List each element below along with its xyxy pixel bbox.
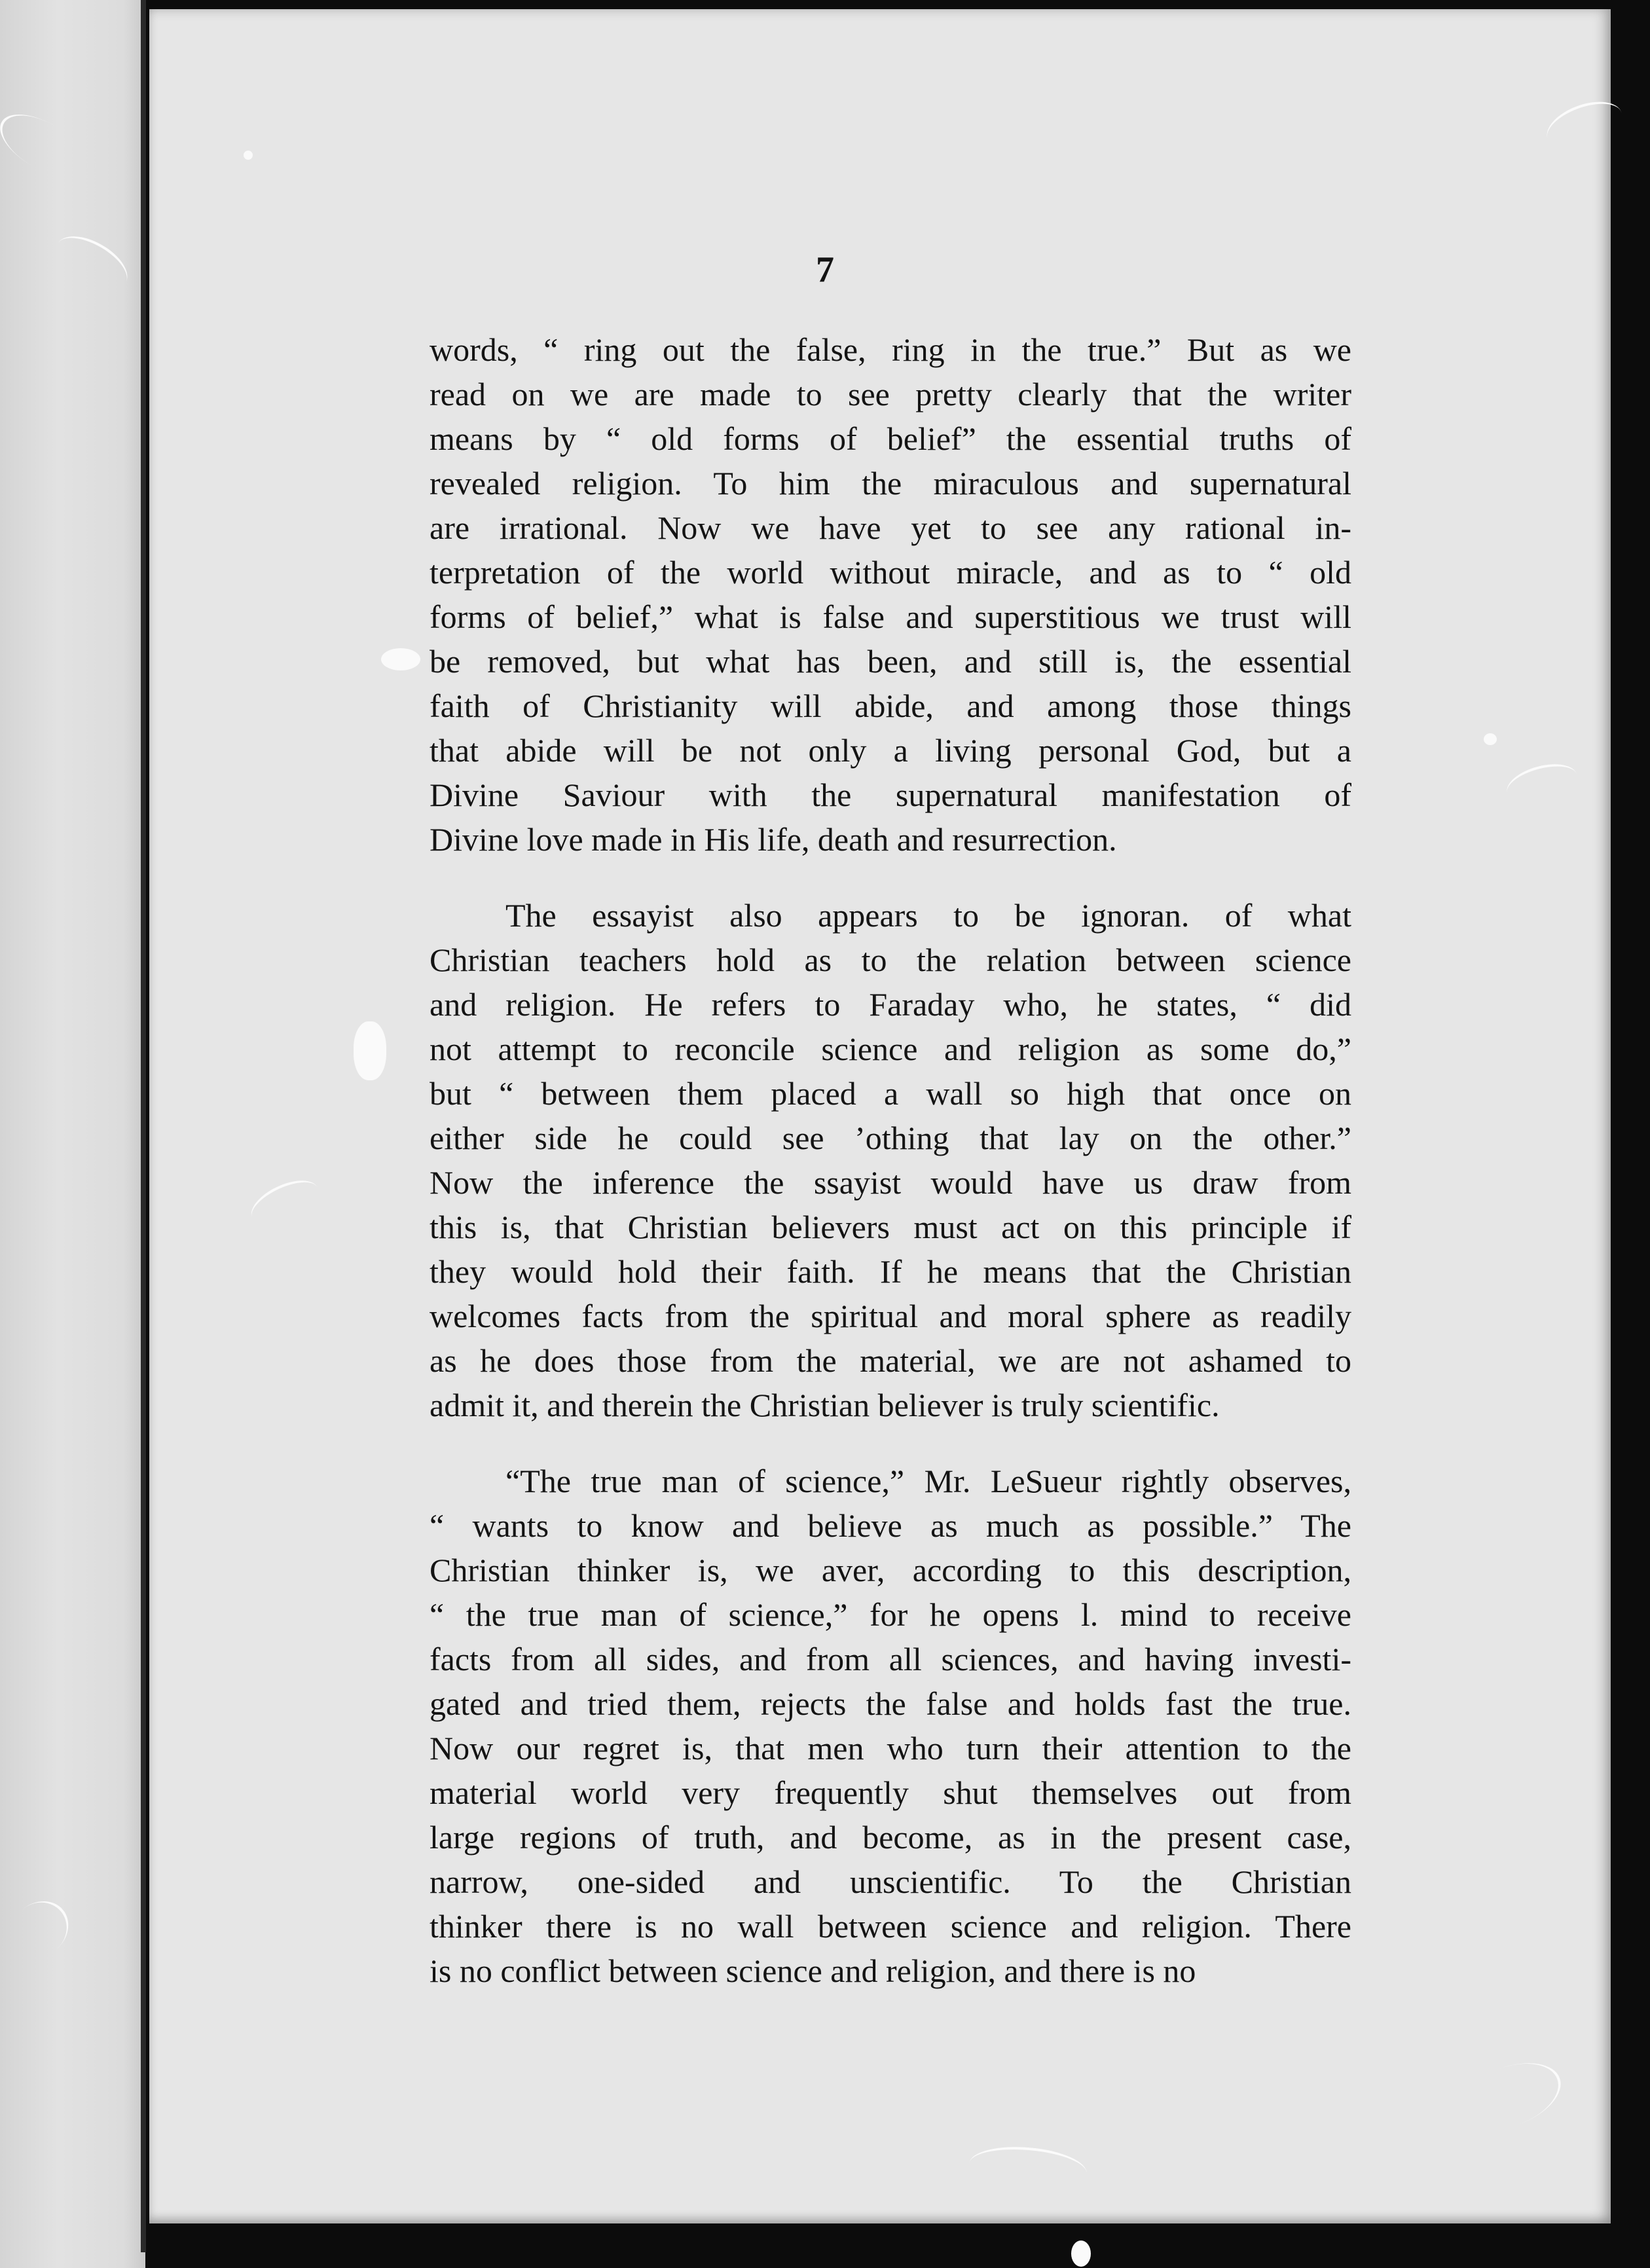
text-line: and religion. He refers to Faraday who, he states, “ did	[430, 986, 1351, 1023]
text-line: words, “ ring out the false, ring in the true.” But as we	[430, 331, 1351, 368]
paragraph	[430, 327, 1351, 862]
text-line: means by “ old forms of belief” the essential truths of	[430, 420, 1351, 457]
text-line: are irrational. Now we have yet to see any rational in-	[430, 509, 1351, 546]
body-text	[430, 327, 1351, 1993]
page-number: 7	[816, 249, 834, 290]
text-line: narrow, one-sided and unscientific. To the Christian	[430, 1863, 1351, 1900]
paragraph	[430, 893, 1351, 1427]
dust-speck	[381, 648, 420, 670]
text-line: but “ between them placed a wall so high that once on	[430, 1075, 1351, 1112]
text-line: that abide will be not only a living personal God, but a	[430, 732, 1351, 769]
text-line: be removed, but what has been, and still is, the essential	[430, 643, 1351, 680]
paragraph	[430, 1459, 1351, 1993]
text-line: Divine Saviour with the supernatural manifestation of	[430, 777, 1351, 813]
text-line: facts from all sides, and from all sciences, and having investi-	[430, 1641, 1351, 1677]
text-line: The essayist also appears to be ignoran. of what	[505, 897, 1351, 934]
text-line: faith of Christianity will abide, and among those things	[430, 687, 1351, 724]
text-line: Divine love made in His life, death and resurrection.	[430, 821, 1117, 858]
dust-speck	[1484, 733, 1497, 745]
text-line: “ the true man of science,” for he opens l. mind to receive	[430, 1596, 1351, 1633]
text-line: this is, that Christian believers must act on this principle if	[430, 1209, 1351, 1245]
text-line: Christian thinker is, we aver, according to this description,	[430, 1552, 1351, 1588]
text-line: either side he could see ’othing that lay on the other.”	[430, 1120, 1351, 1156]
text-line: they would hold their faith. If he means that the Christian	[430, 1253, 1351, 1290]
text-line: “The true man of science,” Mr. LeSueur rightly observes,	[505, 1463, 1351, 1499]
dust-speck	[244, 151, 253, 160]
text-line: revealed religion. To him the miraculous and supernatural	[430, 465, 1351, 502]
text-line: Now our regret is, that men who turn their attention to the	[430, 1730, 1351, 1766]
dust-speck	[1071, 2241, 1091, 2267]
dust-speck	[354, 1021, 386, 1080]
text-line: forms of belief,” what is false and superstitious we trust will	[430, 598, 1351, 635]
text-line: as he does those from the material, we are not ashamed to	[430, 1342, 1351, 1379]
text-line: not attempt to reconcile science and religion as some do,”	[430, 1031, 1351, 1067]
text-line: material world very frequently shut themselves out from	[430, 1774, 1351, 1811]
binding-fold-line	[141, 0, 146, 2252]
text-line: Christian teachers hold as to the relation between science	[430, 942, 1351, 978]
text-line: terpretation of the world without miracle, and as to “ old	[430, 554, 1351, 591]
text-line: read on we are made to see pretty clearly that the writer	[430, 376, 1351, 412]
text-line: is no conflict between science and religion, and there is no	[430, 1952, 1196, 1989]
right-border-shadow	[1611, 0, 1650, 2268]
text-line: welcomes facts from the spiritual and moral sphere as readily	[430, 1298, 1351, 1334]
text-line: Now the inference the ssayist would have us draw from	[430, 1164, 1351, 1201]
text-line: large regions of truth, and become, as in the present case,	[430, 1819, 1351, 1856]
text-line: “ wants to know and believe as much as possible.” The	[430, 1507, 1351, 1544]
text-line: thinker there is no wall between science and religion. There	[430, 1908, 1351, 1945]
text-line: gated and tried them, rejects the false and holds fast the true.	[430, 1685, 1351, 1722]
text-line: admit it, and therein the Christian believer is truly scientific.	[430, 1387, 1220, 1423]
